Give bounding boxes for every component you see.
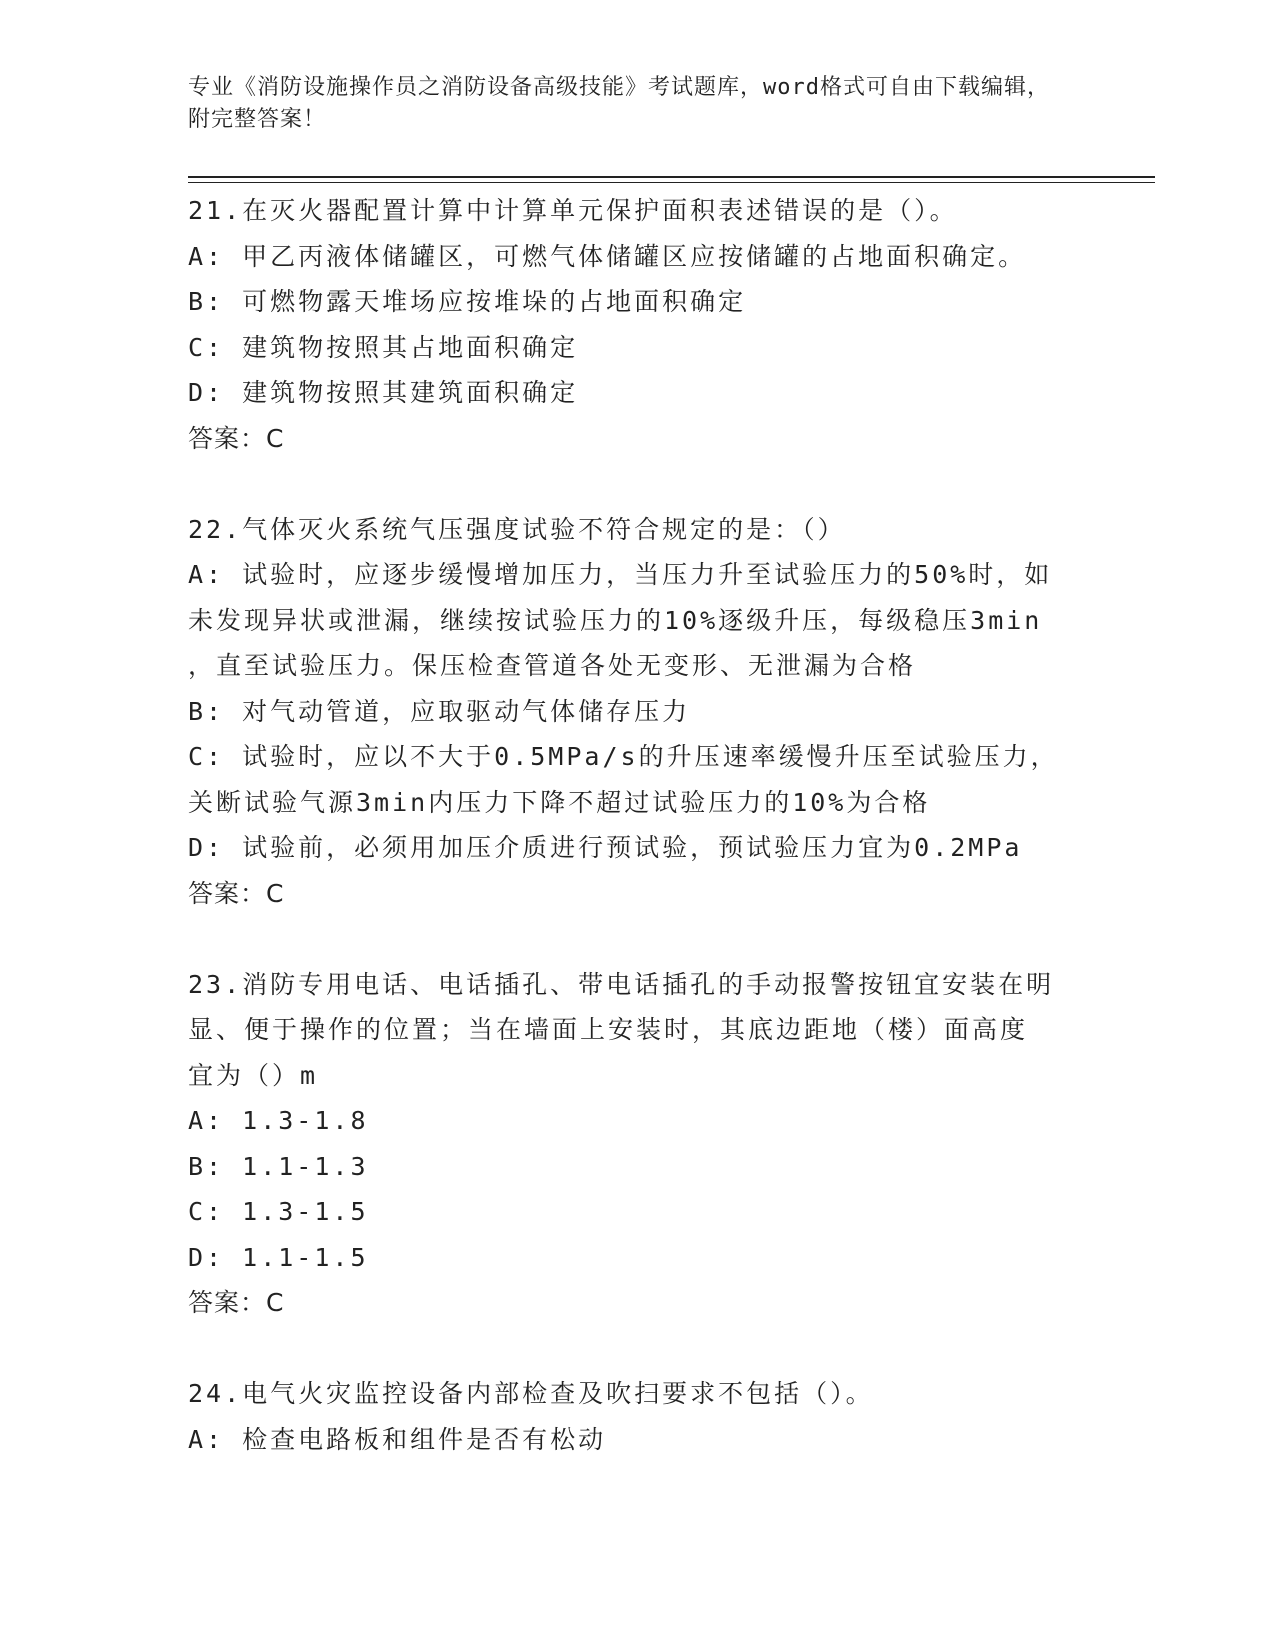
header-rule-thick xyxy=(188,176,1155,178)
question-stem: 宜为（）m xyxy=(188,1060,319,1090)
header-rule-thin xyxy=(188,182,1155,183)
question-option: A: 1.3-1.8 xyxy=(188,1106,369,1135)
answer-line: 答案：C xyxy=(188,878,285,908)
page-header: 专业《消防设施操作员之消防设备高级技能》考试题库，word格式可自由下载编辑，附完整答案！ xyxy=(188,75,1050,132)
question-block xyxy=(188,188,1088,461)
question-option: D: 1.1-1.5 xyxy=(188,1242,369,1272)
question-stem: 24.电气火灾监控设备内部检查及吹扫要求不包括（）。 xyxy=(188,1379,874,1408)
question-option: C: 试验时，应以不大于0.5MPa/s的升压速率缓慢升压至试验压力， xyxy=(188,742,1059,771)
question-option: 关断试验气源3min内压力下降不超过试验压力的10%为合格 xyxy=(188,787,931,817)
question-stem: 显、便于操作的位置；当在墙面上安装时，其底边距地（楼）面高度 xyxy=(188,1015,1029,1044)
question-stem: 22.气体灭火系统气压强度试验不符合规定的是：（） xyxy=(188,514,846,544)
question-option: C: 建筑物按照其占地面积确定 xyxy=(188,332,579,362)
question-stem: 21.在灭火器配置计算中计算单元保护面积表述错误的是（）。 xyxy=(188,196,958,225)
question-block xyxy=(188,507,1088,917)
answer-line: 答案：C xyxy=(188,423,285,453)
question-option: A: 甲乙丙液体储罐区，可燃气体储罐区应按储罐的占地面积确定。 xyxy=(188,241,1027,271)
question-option: A: 检查电路板和组件是否有松动 xyxy=(188,1424,607,1454)
question-option: C: 1.3-1.5 xyxy=(188,1197,369,1226)
question-stem: 23.消防专用电话、电话插孔、带电话插孔的手动报警按钮宜安装在明 xyxy=(188,969,1055,999)
question-list xyxy=(188,188,1088,1462)
question-option: ，直至试验压力。保压检查管道各处无变形、无泄漏为合格 xyxy=(188,651,917,680)
answer-line: 答案：C xyxy=(188,1288,285,1317)
question-block xyxy=(188,1371,1088,1462)
question-option: 未发现异状或泄漏，继续按试验压力的10%逐级升压，每级稳压3min xyxy=(188,605,1043,635)
question-option: D: 试验前，必须用加压介质进行预试验，预试验压力宜为0.2MPa xyxy=(188,833,1023,862)
question-option: D: 建筑物按照其建筑面积确定 xyxy=(188,378,579,407)
question-option: A: 试验时，应逐步缓慢增加压力，当压力升至试验压力的50%时，如 xyxy=(188,560,1053,589)
question-option: B: 可燃物露天堆场应按堆垛的占地面积确定 xyxy=(188,287,747,316)
question-block xyxy=(188,962,1088,1326)
question-option: B: 对气动管道，应取驱动气体储存压力 xyxy=(188,696,691,726)
question-option: B: 1.1-1.3 xyxy=(188,1151,369,1181)
